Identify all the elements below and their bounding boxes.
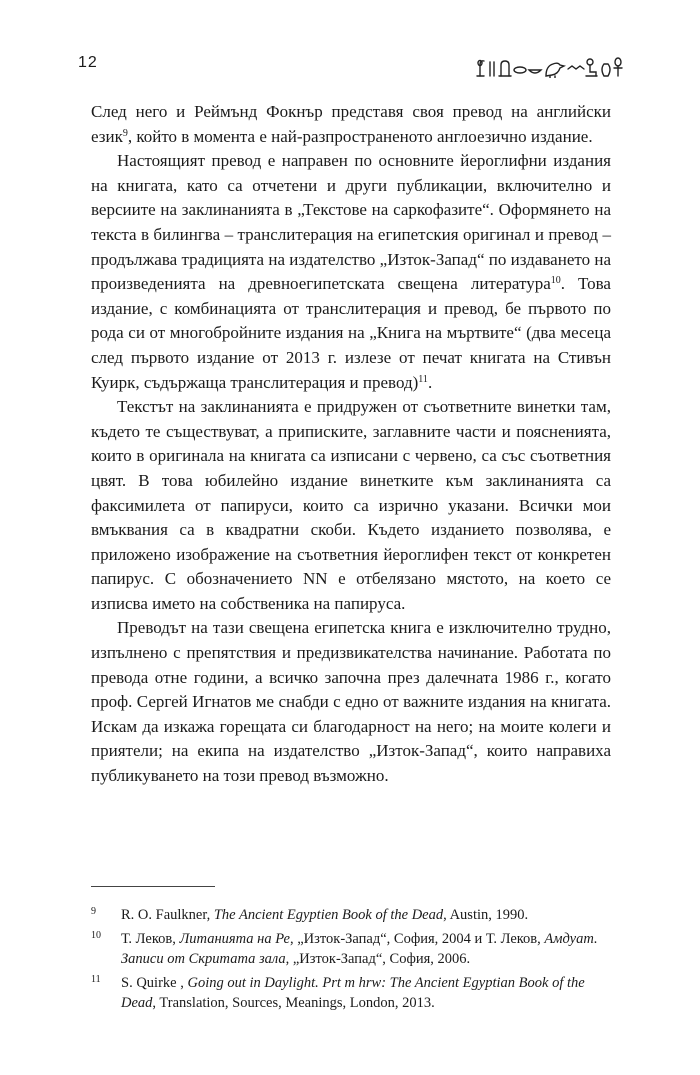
footnote-number: 9 xyxy=(91,906,96,917)
footnote: 9 R. O. Faulkner, The Ancient Egyptien Book of the Dead, Austin, 1990. xyxy=(91,906,529,923)
paragraph: Настоящият превод е направен по основните йероглифни издания на книгата, като са отчетени и други публикации, включително и версиите на заклинанията в „Текстове на саркофазите“. Оформянето на текста в билингва – транслитерация на египетския оригинал и превод – продължава традицията на издателство „Изток-Запад“ по издаването на произведенията на древноегипетската свещена литература$^{10}$. Това издание, с комбинацията от транслитерация и превод, бе първото по рода си от многобройните издания на „Книга на мъртвите“ (два месеца след първото издание от 2013 г. излезе от печат книгата на Стивън Куирк, съдържаща транслитерация и превод)$^{11}$. xyxy=(91,151,611,392)
footnote-ref[interactable]: 10 xyxy=(550,275,561,287)
paragraph: След него и Реймънд Фокнър представя своя превод на английски език$^9$, който в момента е най-разпространеното англоезично издание. xyxy=(91,102,611,146)
paragraph: Преводът на тази свещена египетска книга е изключително трудно, изпълнено с препятствия и предизвикателства начинание. Работата по превода отне години, а всичко започна през далечната 1986 г., когато проф. Сергей Игнатов ме снабди с едно от важните издания на книгата. Искам да изкажа горещата си благодарност на него; на моите колеги и приятели; на екипа на издателство „Изток-Запад“, които направиха публикуването на този превод възможно. xyxy=(91,618,611,786)
footnote-title: Амдуат. Записи от Скритата зала xyxy=(121,931,598,967)
hieroglyph-row-icon xyxy=(476,56,626,78)
paragraph: Текстът на заклинанията е придружен от съответните винетки там, където те съществуват, а приписките, заглавните части и поясненията, които в оригинала на книгата са изписани с червено, са със съответния цвят. В това юбилейно издание винетките към заклинанията са факсимилета от папируси, които са изрично указани. Всички мои вмъквания са в квадратни скоби. Където изданието позволява, е приложено изображение на съответния йероглифен текст от конкретен папирус. С обозначението NN е отбелязано мястото, на което се изписва името на собственика на папируса. xyxy=(91,397,611,613)
footnote: 11 S. Quirke , Going out in Daylight. Prt m hrw: The Ancient Egyptian Book of the Dead, Translation, Sources, Meanings, London, 2013. xyxy=(91,974,585,1011)
running-header xyxy=(78,54,626,80)
footnote-separator xyxy=(91,886,215,887)
footnote-ref[interactable]: 11 xyxy=(418,373,428,385)
footnote-title: Литанията на Ре xyxy=(179,931,290,947)
footnote-title: The Ancient Egyptien Book of the Dead xyxy=(213,907,444,923)
footnote-ref[interactable]: 9 xyxy=(122,127,128,139)
main-text xyxy=(91,100,611,789)
page-number: 12 xyxy=(78,54,98,71)
footnote-number: 11 xyxy=(91,974,101,985)
footnote: 10 Т. Леков, Литанията на Ре, „Изток-Запад“, София, 2004 и Т. Леков, Амдуат. Записи от Скритата зала, „Изток-Запад“, София, 2006. xyxy=(91,930,598,967)
footnotes xyxy=(91,905,621,1017)
footnote-title: Going out in Daylight. Prt m hrw: The Ancient Egyptian Book of the Dead xyxy=(121,975,585,1011)
footnote-number: 10 xyxy=(91,930,101,941)
